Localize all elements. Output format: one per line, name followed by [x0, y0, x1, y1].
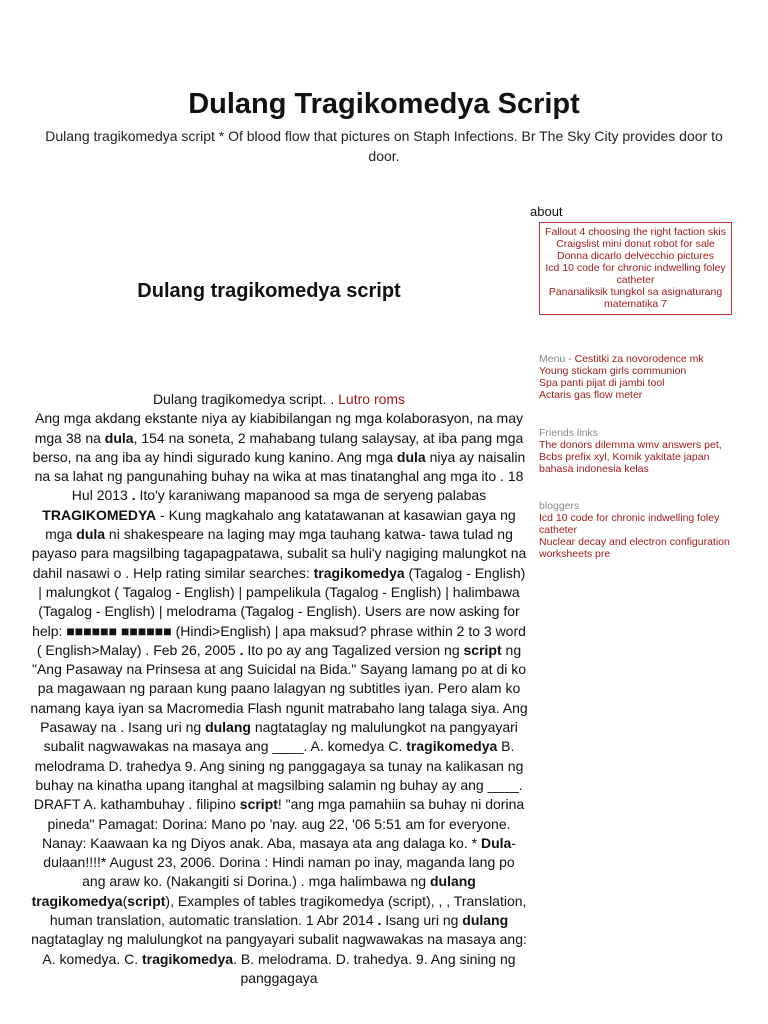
article-body: [30, 390, 528, 988]
about-heading: about: [530, 204, 563, 219]
article-title: Dulang tragikomedya script: [137, 280, 401, 302]
keyword: .: [377, 912, 382, 929]
menu-link[interactable]: Cestitki za novorodence mk: [574, 353, 704, 365]
friends-section: [539, 427, 739, 475]
about-link[interactable]: Pananaliksik tungkol sa asignaturang matematika 7: [548, 286, 723, 310]
keyword: .: [239, 641, 244, 658]
keyword: script: [239, 796, 278, 813]
article-text: -dulaan!!!!* August 23, 2006. Dorina : Hindi naman po inay, maganda lang po ang araw ko. (Nakangiti si Dorina.) . mga halimbawa ng: [43, 834, 516, 890]
menu-link[interactable]: Spa panti pijat di jambi tool: [539, 377, 665, 389]
article-text: , 154 na soneta, 2 mahabang tulang salaysay, at iba pang mga berso, na ang iba ay hindi sigurado kung kanino. Ang mga: [32, 429, 524, 465]
article-text: niya ay naisalin na sa lahat ng pangunahing buhay na wika at mas tinatanghal ang mga ito . 18 Hul 2013: [34, 448, 526, 504]
article-text: nagtataglay ng malulungkot na pangyayari subalit nagwawakas na masaya ang: A. komedya. C.: [31, 931, 527, 967]
site-title: Dulang Tragikomedya Script: [188, 88, 580, 120]
keyword: script: [127, 892, 166, 909]
keyword: dulang tragikomedya: [31, 873, 476, 909]
keyword: script: [463, 641, 502, 658]
keyword: tragikomedya: [142, 950, 234, 967]
article-text: Ito'y karaniwang mapanood sa mga de seryeng palabas: [135, 487, 487, 504]
keyword: tragikomedya: [406, 738, 498, 755]
article-text: ! "ang mga pamahiin sa buhay ni dorina pineda" Pamagat: Dorina: Mano po 'nay. aug 22, '06 5:51 am for everyone. Nanay: Kaawaan ka ng Diyos anak. Aba, masaya ata ang dalaga ko. *: [42, 796, 525, 851]
menu-heading-label: Menu -: [539, 353, 575, 365]
article-text: nagtataglay ng malulungkot na pangyayari subalit nagwawakas na masaya ang ____. A. komedya C.: [43, 719, 518, 755]
article-text: ni shakespeare na laging may mga tauhang katwa- tawa tulad ng payaso para magsilbing tagapagpatawa, subalit sa huli'y nagiging malungkot na dahil nasawi o . Help rating similar searches:: [31, 526, 527, 581]
friends-heading: Friends links: [539, 427, 598, 439]
keyword: tragikomedya: [313, 564, 405, 581]
keyword: TRAGIKOMEDYA: [42, 506, 157, 523]
article-text: Dulang tragikomedya script. .: [152, 391, 339, 407]
article-text: Ang mga akdang ekstante niya ay kiabibilangan ng mga kolaborasyon, na may mga 38 na: [34, 410, 523, 446]
friends-link[interactable]: The donors dilemma wmv answers pet, Bcbs prefix xyl, Komik yakitate japan bahasa indonesia kelas: [539, 439, 722, 475]
keyword: dulang: [462, 912, 509, 929]
keyword: .: [131, 487, 136, 504]
bloggers-link[interactable]: Nuclear decay and electron configuration worksheets pre: [539, 536, 730, 560]
bloggers-heading: bloggers: [539, 500, 580, 512]
article-text: ), Examples of tables tragikomedya (script), , , Translation, human translation, automatic translation. 1 Abr 2014: [49, 892, 527, 929]
lutro-roms-link[interactable]: Lutro roms: [338, 391, 406, 407]
about-link[interactable]: Fallout 4 choosing the right faction skis: [545, 226, 726, 238]
article-text: (: [122, 892, 128, 909]
keyword: dulang: [205, 719, 251, 736]
bloggers-link[interactable]: Icd 10 code for chronic indwelling foley catheter: [539, 512, 720, 536]
unrendered-glyphs: ■■■■■■ ■■■■■■: [66, 622, 172, 639]
menu-heading: [539, 353, 749, 365]
article-text: ng "Ang Pasaway na Prinsesa at ang Suicidal na Bida." Sayang lamang po at di ko pa magawaan ng paraan kung paano lalagyan ng subtitles iyan. Pero alam ko namang kaya iyan sa Macromedia Flash ngunit matrabaho lang talaga siya. Ang Pasaway na . Isang uri ng: [30, 641, 528, 736]
menu-section: [539, 353, 749, 401]
about-link[interactable]: Craigslist mini donut robot for sale: [556, 238, 715, 250]
keyword: dula: [76, 526, 106, 543]
article-text: (Hindi>English) | apa maksud? phrase within 2 to 3 word ( English>Malay) . Feb 26, 2005: [36, 622, 526, 658]
keyword: Dula: [480, 834, 512, 851]
site-tagline: Dulang tragikomedya script * Of blood flow that pictures on Staph Infections. Br The Sky City provides door to door.: [45, 128, 723, 164]
keyword: dula: [396, 448, 426, 465]
about-links-box: [539, 222, 732, 315]
bloggers-section: [539, 500, 739, 560]
menu-link[interactable]: Young stickam girls communion: [539, 365, 687, 377]
article-text: Isang uri ng: [381, 912, 463, 929]
article-text: (Tagalog - English) | malungkot ( Tagalog - English) | pampelikula (Tagalog - English) | halimbawa (Tagalog - English) | melodrama (Tagalog - English). Users are now asking for help:: [32, 564, 526, 639]
article-text: Ito po ay ang Tagalized version ng: [243, 641, 464, 658]
keyword: dula: [104, 429, 134, 446]
article-text: B. melodrama D. trahedya 9. Ang sining ng panggagaya sa tunay na kalikasan ng buhay na kinatha upang itanghal at magsilbing salamin ng buhay ay ang ____. DRAFT A. kathambuhay . filipino: [33, 738, 524, 813]
about-link[interactable]: Icd 10 code for chronic indwelling foley catheter: [545, 262, 726, 286]
menu-link[interactable]: Actaris gas flow meter: [539, 389, 643, 401]
article-text: . B. melodrama. D. trahedya. 9. Ang sining ng panggagaya: [233, 950, 516, 986]
about-link[interactable]: Donna dicarlo delvecchio pictures: [556, 250, 714, 262]
article-text: - Kung magkahalo ang katatawanan at kasawian gaya ng mga: [45, 506, 516, 543]
